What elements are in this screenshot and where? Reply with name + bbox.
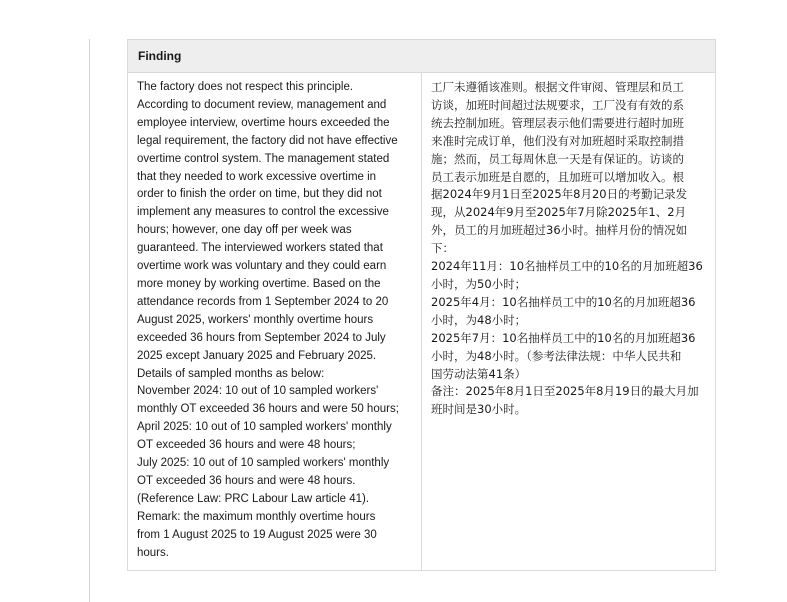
finding-chinese-text: 工厂未遵循该准则。根据文件审阅、管理层和员工 访谈，加班时间超过法规要求，工厂没有有效的系 统去控制加班。管理层表示他们需要进行超时加班 来准时完成订单，他们没有对加班超时采取控制措 施；然而，员工每周休息一天是有保证的。访谈的 员工表示加班是自愿的，且加班可以增加收入。根 据2024年9月1日至2025年8月20日的考勤记录发 现，从2024年9月至2025年7月除2025年1、2月 外，员工的月加班超过36小时。抽样月份的情况如 下： 2024年11月：10名抽样员工中的10名的月加班超36 小时，为50小时； 2025年4月：10名抽样员工中的10名的月加班超36 小时，为48小时； 2025年7月：10名抽样员工中的10名的月加班超36 小时，为48小时。（参考法律法规：中华人民共和 国劳动法第41条） 备注：2025年8月1日至2025年8月19日的最大月加 班时间是30小时。 [431, 80, 703, 417]
table-row [128, 73, 715, 570]
page-margin-line [89, 39, 90, 602]
finding-english-text: The factory does not respect this principle. According to document review, management and employee interview, overtime hours exceeded the legal requirement, the factory did not have effective overtime control system. The management stated that they needed to work excessive overtime in order to finish the order on time, but they did not implement any measures to control the excessive hours; however, one day off per week was guaranteed. The interviewed workers stated that overtime work was voluntary and they could earn more money by working overtime. Based on the attendance records from 1 September 2024 to 20 August 2025, workers' monthly overtime hours exceeded 36 hours from September 2024 to July 2025 except January 2025 and February 2025. Details of sampled months as below: November 2024: 10 out of 10 sampled workers' monthly OT exceeded 36 hours and were 50 hours; April 2025: 10 out of 10 sampled workers' monthly OT exceeded 36 hours and were 48 hours; July 2025: 10 out of 10 sampled workers' monthly OT exceeded 36 hours and were 48 hours. (Reference Law: PRC Labour Law article 41). Remark: the maximum monthly overtime hours from 1 August 2025 to 19 August 2025 were 30 hours. [128, 73, 422, 570]
finding-table [127, 39, 716, 571]
table-header-finding: Finding [128, 40, 715, 73]
